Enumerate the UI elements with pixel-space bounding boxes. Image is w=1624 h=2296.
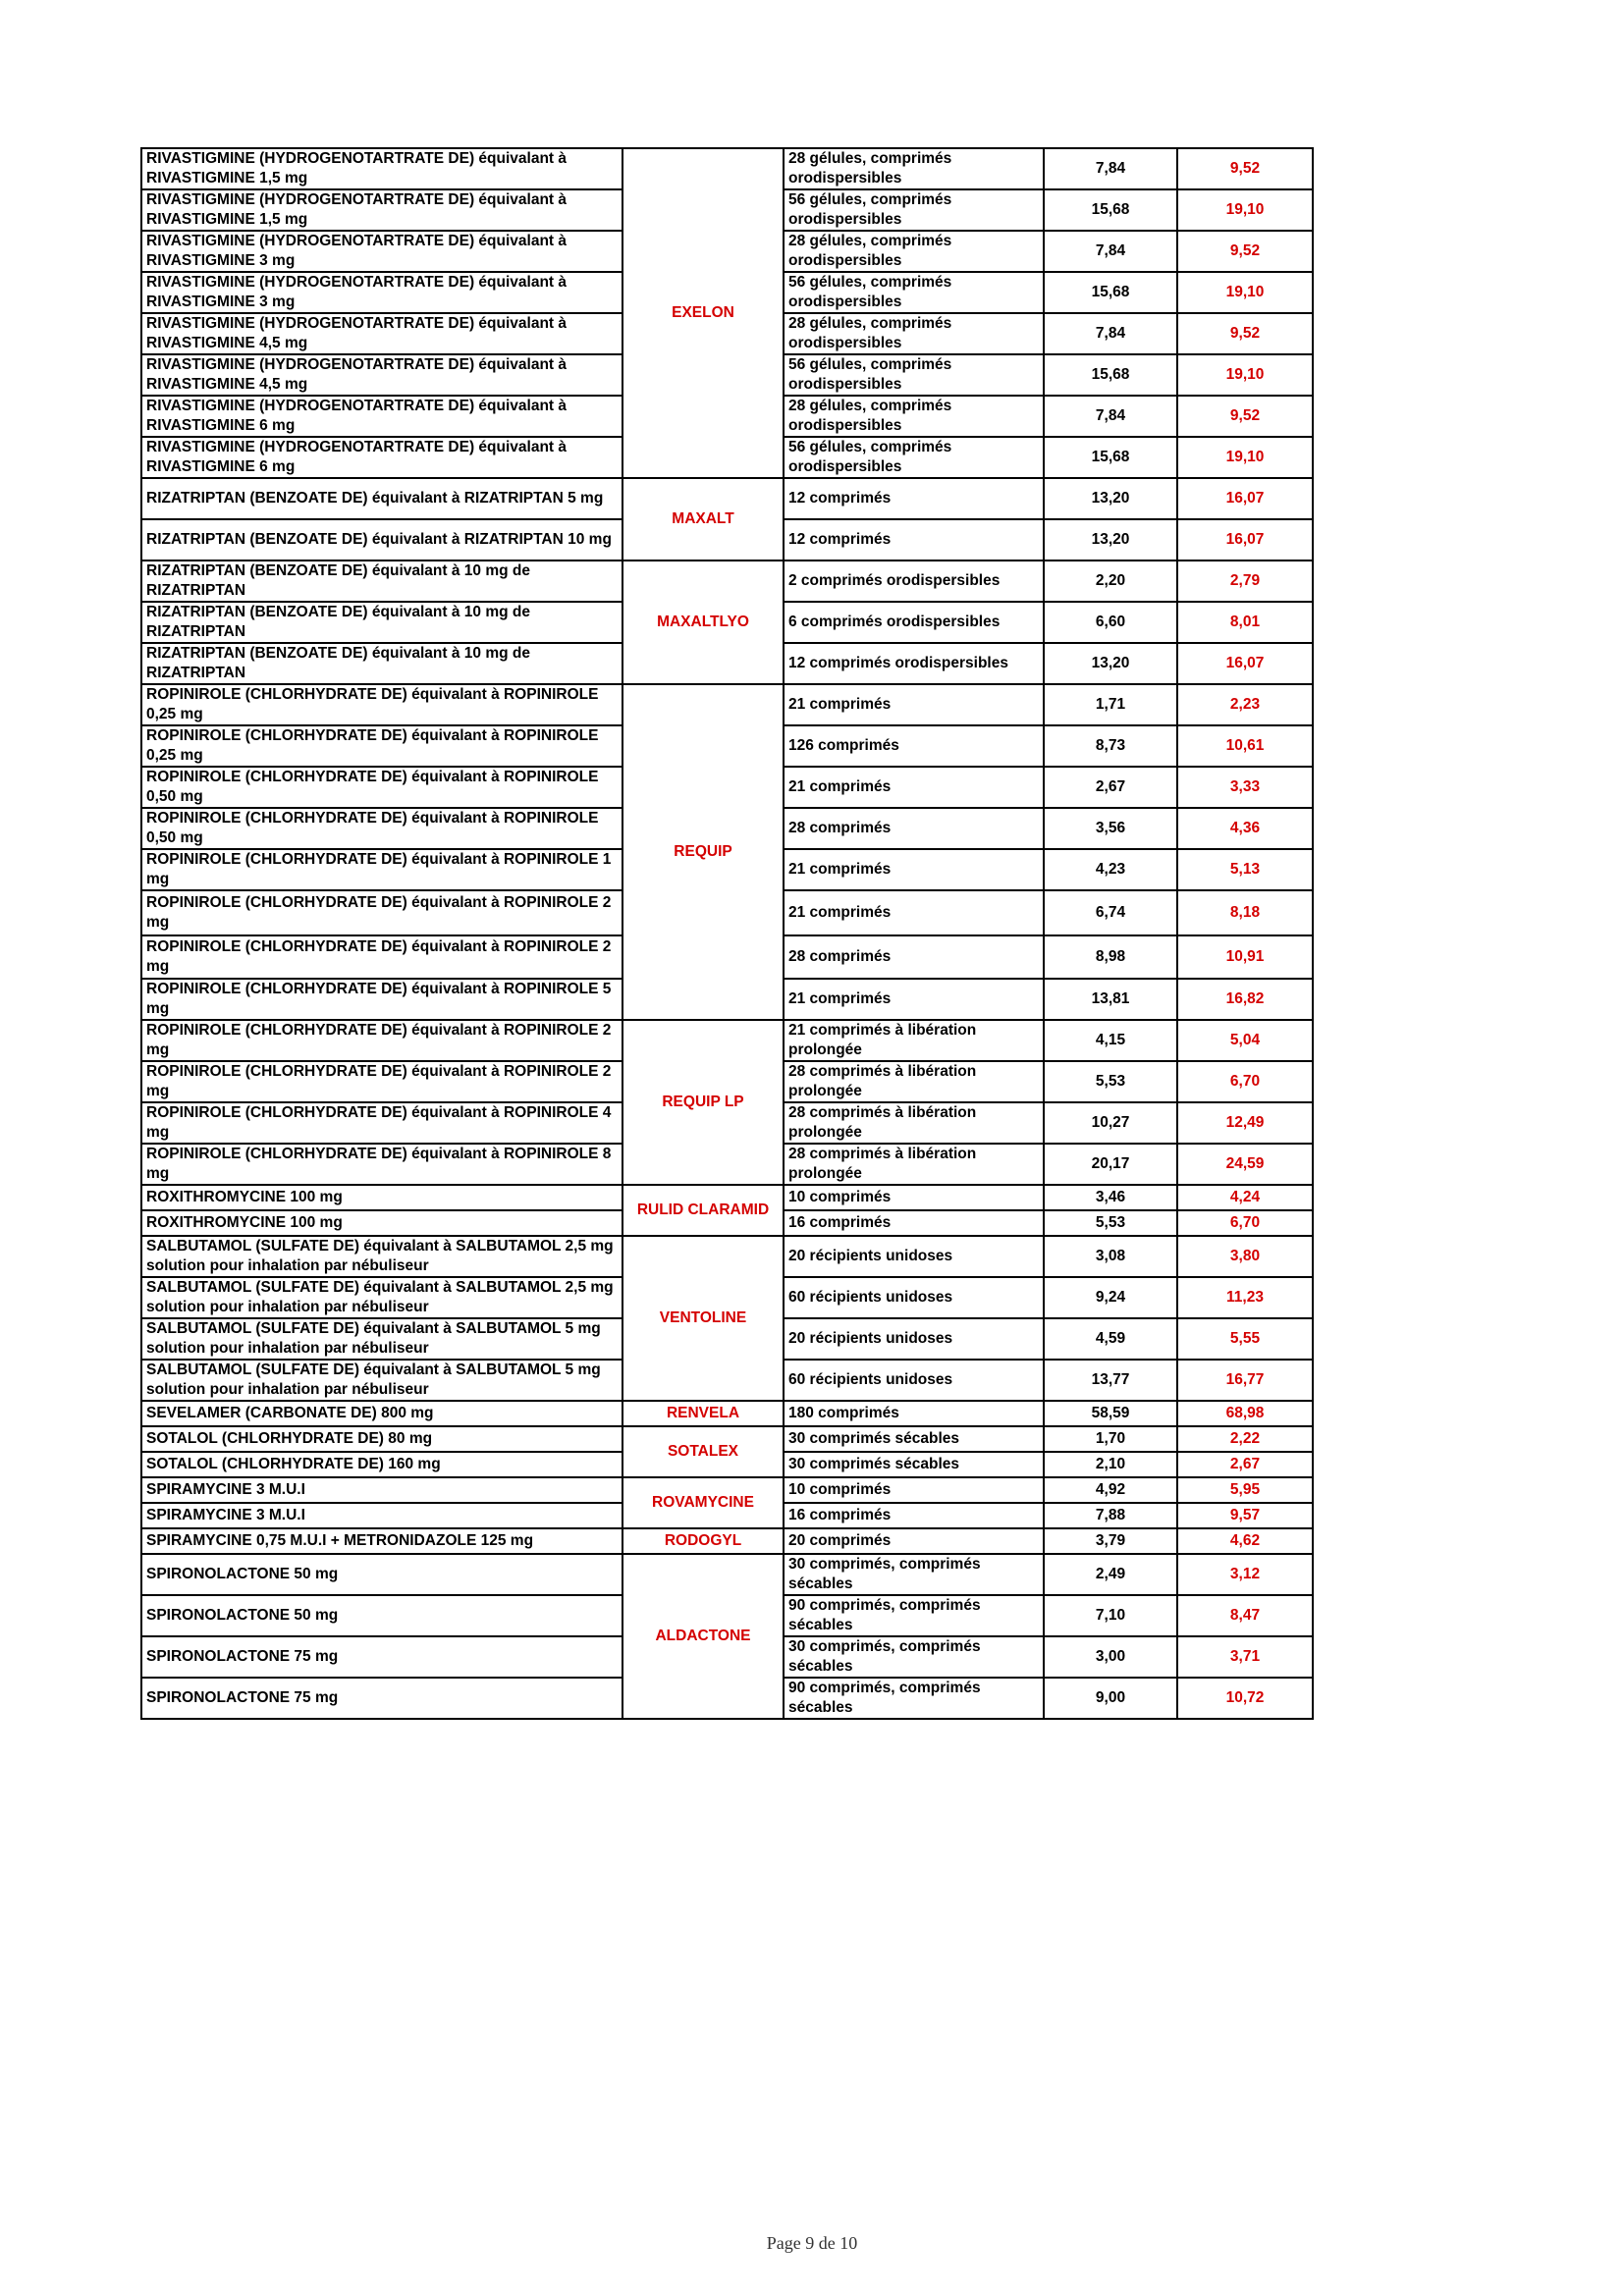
- public-price-cell: 9,52: [1177, 313, 1313, 354]
- packaging-cell: 28 gélules, comprimés orodispersibles: [784, 148, 1044, 189]
- packaging-cell: 6 comprimés orodispersibles: [784, 602, 1044, 643]
- dci-cell: SPIRONOLACTONE 50 mg: [141, 1554, 623, 1595]
- packaging-cell: 30 comprimés, comprimés sécables: [784, 1554, 1044, 1595]
- public-price-cell: 16,07: [1177, 478, 1313, 519]
- price-cell: 4,23: [1044, 849, 1177, 890]
- packaging-cell: 21 comprimés: [784, 979, 1044, 1020]
- public-price-cell: 68,98: [1177, 1401, 1313, 1426]
- packaging-cell: 180 comprimés: [784, 1401, 1044, 1426]
- price-cell: 4,15: [1044, 1020, 1177, 1061]
- packaging-cell: 56 gélules, comprimés orodispersibles: [784, 354, 1044, 396]
- table-row: [141, 684, 1313, 725]
- dci-cell: RIZATRIPTAN (BENZOATE DE) équivalant à 10 mg de RIZATRIPTAN: [141, 602, 623, 643]
- dci-cell: RIZATRIPTAN (BENZOATE DE) équivalant à RIZATRIPTAN 5 mg: [141, 478, 623, 519]
- table-row: [141, 1236, 1313, 1277]
- price-cell: 13,20: [1044, 519, 1177, 561]
- public-price-cell: 9,52: [1177, 148, 1313, 189]
- dci-cell: ROPINIROLE (CHLORHYDRATE DE) équivalant à ROPINIROLE 1 mg: [141, 849, 623, 890]
- price-cell: 8,73: [1044, 725, 1177, 767]
- dci-cell: SPIRONOLACTONE 75 mg: [141, 1678, 623, 1719]
- dci-cell: ROPINIROLE (CHLORHYDRATE DE) équivalant à ROPINIROLE 0,25 mg: [141, 684, 623, 725]
- price-cell: 3,56: [1044, 808, 1177, 849]
- public-price-cell: 8,01: [1177, 602, 1313, 643]
- public-price-cell: 5,95: [1177, 1477, 1313, 1503]
- price-cell: 1,71: [1044, 684, 1177, 725]
- price-cell: 3,46: [1044, 1185, 1177, 1210]
- dci-cell: RIZATRIPTAN (BENZOATE DE) équivalant à RIZATRIPTAN 10 mg: [141, 519, 623, 561]
- price-cell: 3,00: [1044, 1636, 1177, 1678]
- public-price-cell: 8,47: [1177, 1595, 1313, 1636]
- packaging-cell: 30 comprimés, comprimés sécables: [784, 1636, 1044, 1678]
- packaging-cell: 28 gélules, comprimés orodispersibles: [784, 231, 1044, 272]
- table-row: [141, 1401, 1313, 1426]
- price-cell: 7,84: [1044, 396, 1177, 437]
- price-cell: 2,49: [1044, 1554, 1177, 1595]
- table-row: [141, 148, 1313, 189]
- dci-cell: RIVASTIGMINE (HYDROGENOTARTRATE DE) équivalant à RIVASTIGMINE 4,5 mg: [141, 313, 623, 354]
- price-cell: 15,68: [1044, 437, 1177, 478]
- brand-cell: MAXALTLYO: [623, 561, 784, 684]
- public-price-cell: 3,12: [1177, 1554, 1313, 1595]
- price-cell: 9,00: [1044, 1678, 1177, 1719]
- public-price-cell: 24,59: [1177, 1144, 1313, 1185]
- dci-cell: ROPINIROLE (CHLORHYDRATE DE) équivalant à ROPINIROLE 2 mg: [141, 935, 623, 979]
- dci-cell: RIVASTIGMINE (HYDROGENOTARTRATE DE) équivalant à RIVASTIGMINE 6 mg: [141, 437, 623, 478]
- public-price-cell: 4,24: [1177, 1185, 1313, 1210]
- brand-cell: RENVELA: [623, 1401, 784, 1426]
- public-price-cell: 19,10: [1177, 354, 1313, 396]
- public-price-cell: 4,36: [1177, 808, 1313, 849]
- public-price-cell: 16,07: [1177, 519, 1313, 561]
- brand-cell: ALDACTONE: [623, 1554, 784, 1719]
- packaging-cell: 10 comprimés: [784, 1477, 1044, 1503]
- packaging-cell: 2 comprimés orodispersibles: [784, 561, 1044, 602]
- public-price-cell: 3,80: [1177, 1236, 1313, 1277]
- brand-cell: MAXALT: [623, 478, 784, 561]
- dci-cell: ROXITHROMYCINE 100 mg: [141, 1185, 623, 1210]
- price-cell: 7,84: [1044, 231, 1177, 272]
- dci-cell: SPIRONOLACTONE 75 mg: [141, 1636, 623, 1678]
- price-cell: 5,53: [1044, 1210, 1177, 1236]
- dci-cell: SPIRAMYCINE 3 M.U.I: [141, 1477, 623, 1503]
- price-cell: 3,79: [1044, 1528, 1177, 1554]
- public-price-cell: 19,10: [1177, 189, 1313, 231]
- packaging-cell: 30 comprimés sécables: [784, 1452, 1044, 1477]
- table-row: [141, 561, 1313, 602]
- price-cell: 7,84: [1044, 148, 1177, 189]
- public-price-cell: 2,22: [1177, 1426, 1313, 1452]
- table-row: [141, 1426, 1313, 1452]
- packaging-cell: 20 comprimés: [784, 1528, 1044, 1554]
- brand-cell: SOTALEX: [623, 1426, 784, 1477]
- dci-cell: RIVASTIGMINE (HYDROGENOTARTRATE DE) équivalant à RIVASTIGMINE 3 mg: [141, 231, 623, 272]
- packaging-cell: 16 comprimés: [784, 1210, 1044, 1236]
- dci-cell: SALBUTAMOL (SULFATE DE) équivalant à SALBUTAMOL 5 mg solution pour inhalation par nébuliseur: [141, 1318, 623, 1360]
- packaging-cell: 28 comprimés à libération prolongée: [784, 1102, 1044, 1144]
- public-price-cell: 9,52: [1177, 231, 1313, 272]
- dci-cell: RIVASTIGMINE (HYDROGENOTARTRATE DE) équivalant à RIVASTIGMINE 1,5 mg: [141, 189, 623, 231]
- public-price-cell: 2,23: [1177, 684, 1313, 725]
- public-price-cell: 2,67: [1177, 1452, 1313, 1477]
- price-cell: 4,59: [1044, 1318, 1177, 1360]
- brand-cell: RULID CLARAMID: [623, 1185, 784, 1236]
- price-cell: 2,20: [1044, 561, 1177, 602]
- public-price-cell: 4,62: [1177, 1528, 1313, 1554]
- packaging-cell: 126 comprimés: [784, 725, 1044, 767]
- public-price-cell: 3,33: [1177, 767, 1313, 808]
- public-price-cell: 5,04: [1177, 1020, 1313, 1061]
- dci-cell: RIZATRIPTAN (BENZOATE DE) équivalant à 10 mg de RIZATRIPTAN: [141, 561, 623, 602]
- packaging-cell: 21 comprimés: [784, 890, 1044, 935]
- public-price-cell: 16,82: [1177, 979, 1313, 1020]
- dci-cell: ROPINIROLE (CHLORHYDRATE DE) équivalant à ROPINIROLE 0,25 mg: [141, 725, 623, 767]
- public-price-cell: 8,18: [1177, 890, 1313, 935]
- price-cell: 4,92: [1044, 1477, 1177, 1503]
- dci-cell: ROPINIROLE (CHLORHYDRATE DE) équivalant à ROPINIROLE 2 mg: [141, 1061, 623, 1102]
- price-cell: 5,53: [1044, 1061, 1177, 1102]
- table-row: [141, 478, 1313, 519]
- table-row: [141, 1477, 1313, 1503]
- brand-cell: ROVAMYCINE: [623, 1477, 784, 1528]
- packaging-cell: 12 comprimés orodispersibles: [784, 643, 1044, 684]
- dci-cell: ROPINIROLE (CHLORHYDRATE DE) équivalant à ROPINIROLE 5 mg: [141, 979, 623, 1020]
- public-price-cell: 10,61: [1177, 725, 1313, 767]
- brand-cell: EXELON: [623, 148, 784, 478]
- public-price-cell: 16,07: [1177, 643, 1313, 684]
- price-cell: 13,20: [1044, 643, 1177, 684]
- price-cell: 1,70: [1044, 1426, 1177, 1452]
- public-price-cell: 6,70: [1177, 1061, 1313, 1102]
- public-price-cell: 5,55: [1177, 1318, 1313, 1360]
- packaging-cell: 28 comprimés: [784, 808, 1044, 849]
- packaging-cell: 21 comprimés à libération prolongée: [784, 1020, 1044, 1061]
- dci-cell: RIVASTIGMINE (HYDROGENOTARTRATE DE) équivalant à RIVASTIGMINE 3 mg: [141, 272, 623, 313]
- drug-price-table: [140, 147, 1314, 1720]
- price-cell: 9,24: [1044, 1277, 1177, 1318]
- brand-cell: VENTOLINE: [623, 1236, 784, 1401]
- packaging-cell: 30 comprimés sécables: [784, 1426, 1044, 1452]
- packaging-cell: 12 comprimés: [784, 478, 1044, 519]
- brand-cell: REQUIP: [623, 684, 784, 1020]
- packaging-cell: 56 gélules, comprimés orodispersibles: [784, 189, 1044, 231]
- price-cell: 15,68: [1044, 354, 1177, 396]
- dci-cell: SOTALOL (CHLORHYDRATE DE) 160 mg: [141, 1452, 623, 1477]
- dci-cell: ROXITHROMYCINE 100 mg: [141, 1210, 623, 1236]
- dci-cell: ROPINIROLE (CHLORHYDRATE DE) équivalant à ROPINIROLE 0,50 mg: [141, 808, 623, 849]
- price-cell: 8,98: [1044, 935, 1177, 979]
- price-cell: 10,27: [1044, 1102, 1177, 1144]
- brand-cell: RODOGYL: [623, 1528, 784, 1554]
- dci-cell: ROPINIROLE (CHLORHYDRATE DE) équivalant à ROPINIROLE 8 mg: [141, 1144, 623, 1185]
- packaging-cell: 90 comprimés, comprimés sécables: [784, 1595, 1044, 1636]
- dci-cell: SPIRONOLACTONE 50 mg: [141, 1595, 623, 1636]
- public-price-cell: 5,13: [1177, 849, 1313, 890]
- public-price-cell: 9,52: [1177, 396, 1313, 437]
- table-row: [141, 1185, 1313, 1210]
- packaging-cell: 28 comprimés à libération prolongée: [784, 1144, 1044, 1185]
- price-cell: 6,74: [1044, 890, 1177, 935]
- brand-cell: REQUIP LP: [623, 1020, 784, 1185]
- price-cell: 7,10: [1044, 1595, 1177, 1636]
- packaging-cell: 90 comprimés, comprimés sécables: [784, 1678, 1044, 1719]
- page-number: Page 9 de 10: [766, 2233, 858, 2253]
- table-row: [141, 1020, 1313, 1061]
- price-cell: 13,81: [1044, 979, 1177, 1020]
- packaging-cell: 10 comprimés: [784, 1185, 1044, 1210]
- dci-cell: RIVASTIGMINE (HYDROGENOTARTRATE DE) équivalant à RIVASTIGMINE 6 mg: [141, 396, 623, 437]
- packaging-cell: 21 comprimés: [784, 849, 1044, 890]
- dci-cell: ROPINIROLE (CHLORHYDRATE DE) équivalant à ROPINIROLE 2 mg: [141, 1020, 623, 1061]
- dci-cell: SALBUTAMOL (SULFATE DE) équivalant à SALBUTAMOL 2,5 mg solution pour inhalation par nébuliseur: [141, 1277, 623, 1318]
- price-cell: 2,10: [1044, 1452, 1177, 1477]
- packaging-cell: 21 comprimés: [784, 684, 1044, 725]
- price-cell: 7,88: [1044, 1503, 1177, 1528]
- public-price-cell: 11,23: [1177, 1277, 1313, 1318]
- packaging-cell: 16 comprimés: [784, 1503, 1044, 1528]
- public-price-cell: 6,70: [1177, 1210, 1313, 1236]
- packaging-cell: 28 gélules, comprimés orodispersibles: [784, 396, 1044, 437]
- packaging-cell: 12 comprimés: [784, 519, 1044, 561]
- dci-cell: ROPINIROLE (CHLORHYDRATE DE) équivalant à ROPINIROLE 0,50 mg: [141, 767, 623, 808]
- public-price-cell: 12,49: [1177, 1102, 1313, 1144]
- dci-cell: RIZATRIPTAN (BENZOATE DE) équivalant à 10 mg de RIZATRIPTAN: [141, 643, 623, 684]
- dci-cell: RIVASTIGMINE (HYDROGENOTARTRATE DE) équivalant à RIVASTIGMINE 1,5 mg: [141, 148, 623, 189]
- price-cell: 15,68: [1044, 272, 1177, 313]
- dci-cell: SALBUTAMOL (SULFATE DE) équivalant à SALBUTAMOL 5 mg solution pour inhalation par nébuliseur: [141, 1360, 623, 1401]
- dci-cell: SOTALOL (CHLORHYDRATE DE) 80 mg: [141, 1426, 623, 1452]
- packaging-cell: 21 comprimés: [784, 767, 1044, 808]
- packaging-cell: 28 comprimés à libération prolongée: [784, 1061, 1044, 1102]
- price-cell: 3,08: [1044, 1236, 1177, 1277]
- price-cell: 7,84: [1044, 313, 1177, 354]
- packaging-cell: 20 récipients unidoses: [784, 1236, 1044, 1277]
- price-cell: 13,20: [1044, 478, 1177, 519]
- price-cell: 20,17: [1044, 1144, 1177, 1185]
- table-row: [141, 1528, 1313, 1554]
- table-row: [141, 1554, 1313, 1595]
- public-price-cell: 10,72: [1177, 1678, 1313, 1719]
- packaging-cell: 60 récipients unidoses: [784, 1277, 1044, 1318]
- price-cell: 15,68: [1044, 189, 1177, 231]
- public-price-cell: 10,91: [1177, 935, 1313, 979]
- price-cell: 6,60: [1044, 602, 1177, 643]
- dci-cell: ROPINIROLE (CHLORHYDRATE DE) équivalant à ROPINIROLE 4 mg: [141, 1102, 623, 1144]
- dci-cell: RIVASTIGMINE (HYDROGENOTARTRATE DE) équivalant à RIVASTIGMINE 4,5 mg: [141, 354, 623, 396]
- packaging-cell: 56 gélules, comprimés orodispersibles: [784, 437, 1044, 478]
- packaging-cell: 28 comprimés: [784, 935, 1044, 979]
- packaging-cell: 20 récipients unidoses: [784, 1318, 1044, 1360]
- packaging-cell: 60 récipients unidoses: [784, 1360, 1044, 1401]
- dci-cell: SPIRAMYCINE 3 M.U.I: [141, 1503, 623, 1528]
- public-price-cell: 19,10: [1177, 272, 1313, 313]
- public-price-cell: 9,57: [1177, 1503, 1313, 1528]
- price-cell: 13,77: [1044, 1360, 1177, 1401]
- public-price-cell: 19,10: [1177, 437, 1313, 478]
- dci-cell: ROPINIROLE (CHLORHYDRATE DE) équivalant à ROPINIROLE 2 mg: [141, 890, 623, 935]
- price-cell: 2,67: [1044, 767, 1177, 808]
- dci-cell: SEVELAMER (CARBONATE DE) 800 mg: [141, 1401, 623, 1426]
- dci-cell: SPIRAMYCINE 0,75 M.U.I + METRONIDAZOLE 125 mg: [141, 1528, 623, 1554]
- packaging-cell: 28 gélules, comprimés orodispersibles: [784, 313, 1044, 354]
- price-cell: 58,59: [1044, 1401, 1177, 1426]
- dci-cell: SALBUTAMOL (SULFATE DE) équivalant à SALBUTAMOL 2,5 mg solution pour inhalation par nébuliseur: [141, 1236, 623, 1277]
- packaging-cell: 56 gélules, comprimés orodispersibles: [784, 272, 1044, 313]
- public-price-cell: 2,79: [1177, 561, 1313, 602]
- public-price-cell: 16,77: [1177, 1360, 1313, 1401]
- public-price-cell: 3,71: [1177, 1636, 1313, 1678]
